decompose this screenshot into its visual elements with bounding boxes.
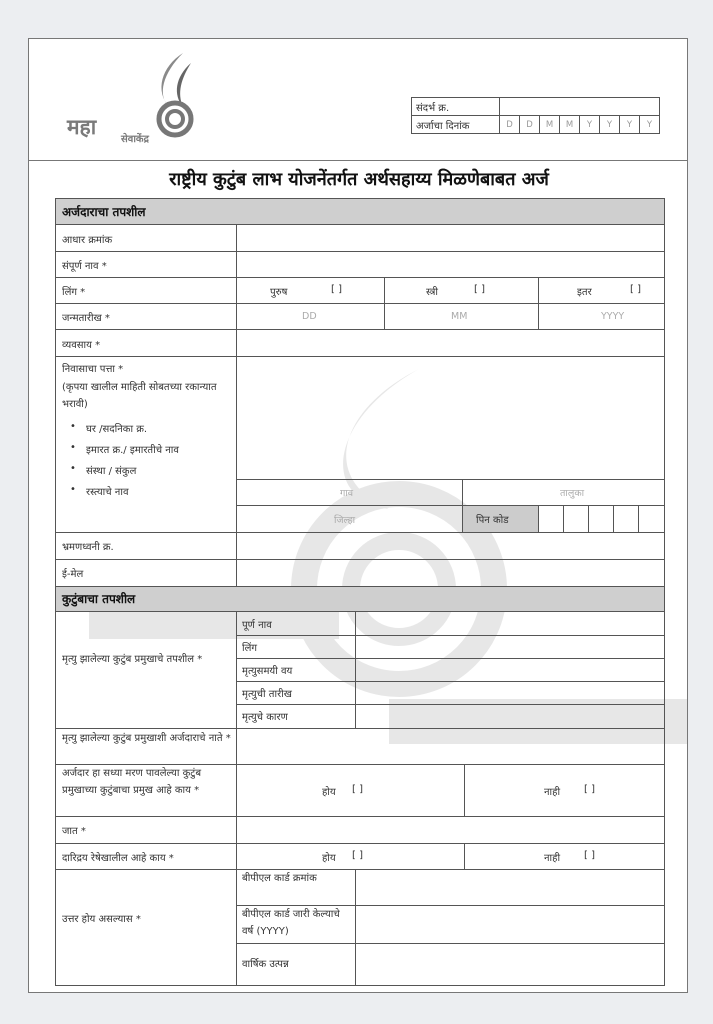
relation-input[interactable] xyxy=(237,729,664,764)
bpl-card-number-label: बीपीएल कार्ड क्रमांक xyxy=(242,873,317,884)
mobile-input[interactable] xyxy=(237,533,664,559)
reference-number-field[interactable] xyxy=(500,98,660,116)
mobile-label: भ्रमणध्वनी क्र. xyxy=(62,542,114,553)
address-item-house: घर /सदनिका क्र. xyxy=(86,424,148,435)
caste-input[interactable] xyxy=(237,817,664,843)
form-grid xyxy=(55,198,665,986)
address-item-society: संस्था / संकुल xyxy=(86,466,137,477)
address-item-street: रस्त्याचे नाव xyxy=(86,487,129,498)
full-name-input[interactable] xyxy=(237,252,664,277)
gender-female-label: स्त्री xyxy=(426,287,438,298)
full-name-label: संपूर्ण नाव * xyxy=(62,261,107,272)
bpl-label: दारिद्रय रेषेखालील आहे काय * xyxy=(62,853,174,864)
bpl-card-year-label: बीपीएल कार्ड जारी केल्याचे वर्ष (YYYY) xyxy=(242,909,340,937)
bpl-no-label: नाही xyxy=(544,853,561,864)
is-head-yes-checkbox[interactable]: [ ] xyxy=(352,784,363,795)
form-title: राष्ट्रीय कुटुंब लाभ योजनेंतर्गत अर्थसहाय्य मिळणेबाबत अर्ज xyxy=(169,169,549,190)
date-box[interactable]: D xyxy=(500,116,520,134)
gender-other-label: इतर xyxy=(577,287,592,298)
date-box[interactable]: D xyxy=(520,116,540,134)
email-input[interactable] xyxy=(237,560,664,586)
gender-female-checkbox[interactable]: [ ] xyxy=(474,284,485,295)
address-item-building: इमारत क्र./ इमारतीचे नाव xyxy=(86,445,179,456)
address-bullet: • xyxy=(70,463,76,474)
family-section-header: कुटुंबाचा तपशील xyxy=(56,586,664,611)
bpl-no-checkbox[interactable]: [ ] xyxy=(584,850,595,861)
taluka-input[interactable]: तालुका xyxy=(560,488,585,499)
pincode-label: पिन कोड xyxy=(476,515,509,526)
address-bullet: • xyxy=(70,442,76,453)
is-head-label: अर्जदार हा सध्या मरण पावलेल्या कुटुंब प्रमुखाच्या कुटुंबाचा प्रमुख आहे काय * xyxy=(62,768,202,796)
gender-label: लिंग * xyxy=(62,287,86,298)
dob-month-input[interactable]: MM xyxy=(451,311,468,322)
is-head-yes-label: होय xyxy=(322,787,336,798)
logo-text: महा xyxy=(67,115,97,139)
is-head-no-checkbox[interactable]: [ ] xyxy=(584,784,595,795)
deceased-age-label: मृत्युसमयी वय xyxy=(242,666,293,677)
dob-year-input[interactable]: YYYY xyxy=(601,311,625,322)
bpl-yes-checkbox[interactable]: [ ] xyxy=(352,850,363,861)
deceased-cause-label: मृत्युचे कारण xyxy=(242,712,288,723)
caste-label: जात * xyxy=(62,826,86,837)
gender-male-checkbox[interactable]: [ ] xyxy=(331,284,342,295)
bpl-yes-label: होय xyxy=(322,853,336,864)
address-bullet: • xyxy=(70,484,76,495)
reference-box xyxy=(411,97,660,134)
if-yes-label: उत्तर होय असल्यास * xyxy=(62,914,141,925)
date-box[interactable]: Y xyxy=(580,116,600,134)
aadhaar-input[interactable] xyxy=(237,225,664,251)
deceased-name-label: पूर्ण नाव xyxy=(242,620,272,631)
application-date-label: अर्जाचा दिनांक xyxy=(412,116,500,134)
dob-day-input[interactable]: DD xyxy=(302,311,317,322)
email-label: ई-मेल xyxy=(62,569,84,580)
deceased-head-label: मृत्यु झालेल्या कुटुंब प्रमुखाचे तपशील * xyxy=(62,654,203,665)
gender-male-label: पुरुष xyxy=(270,287,288,298)
address-input[interactable] xyxy=(237,357,664,479)
applicant-section-header: अर्जदाराचा तपशील xyxy=(56,199,664,224)
occupation-label: व्यवसाय * xyxy=(62,340,101,351)
form-page xyxy=(28,38,688,993)
gender-other-checkbox[interactable]: [ ] xyxy=(630,284,641,295)
date-box[interactable]: Y xyxy=(640,116,660,134)
district-input[interactable]: जिल्हा xyxy=(334,515,356,526)
deceased-date-label: मृत्युची तारीख xyxy=(242,689,292,700)
relation-label: मृत्यु झालेल्या कुटुंब प्रमुखाशी अर्जदाराचे नाते * xyxy=(62,733,231,744)
address-note: (कृपया खालील माहिती सोबतच्या रकान्यात भरावी) xyxy=(62,382,217,410)
logo-subtext: सेवाकेंद्र xyxy=(121,134,149,145)
annual-income-label: वार्षिक उत्पन्न xyxy=(242,959,289,970)
mahaseva-logo-icon xyxy=(71,49,231,159)
village-input[interactable]: गाव xyxy=(340,488,354,499)
date-box[interactable]: Y xyxy=(620,116,640,134)
deceased-gender-label: लिंग xyxy=(242,643,257,654)
header-divider xyxy=(29,160,688,161)
date-box[interactable]: M xyxy=(560,116,580,134)
aadhaar-label: आधार क्रमांक xyxy=(62,235,113,246)
is-head-no-label: नाही xyxy=(544,787,561,798)
occupation-input[interactable] xyxy=(237,330,664,356)
reference-number-label: संदर्भ क्र. xyxy=(412,98,500,116)
date-box[interactable]: Y xyxy=(600,116,620,134)
address-label: निवासाचा पत्ता * xyxy=(62,364,124,375)
date-box[interactable]: M xyxy=(540,116,560,134)
address-bullet: • xyxy=(70,421,76,432)
dob-label: जन्मतारीख * xyxy=(62,313,110,324)
